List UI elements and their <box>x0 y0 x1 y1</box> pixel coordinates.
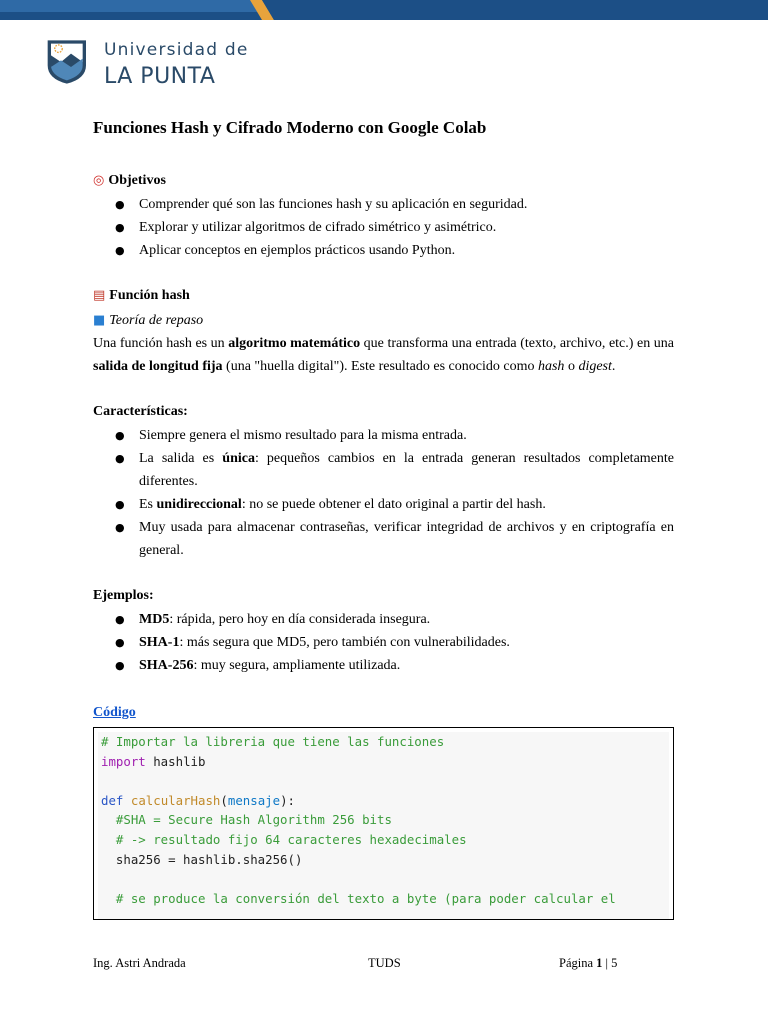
code-block <box>93 727 674 920</box>
code-background <box>98 732 669 919</box>
list-item: ● SHA-256: muy segura, ampliamente utilizada. <box>93 654 674 677</box>
characteristics-heading: Características: <box>93 404 188 419</box>
code-text: sha256 = hashlib.sha256() <box>115 851 303 867</box>
code-text: hashlib <box>145 753 206 769</box>
list-item: ● Es unidireccional: no se puede obtener el dato original a partir del hash. <box>93 493 674 516</box>
list-item: ● MD5: rápida, pero hoy en día considerada insegura. <box>93 608 674 631</box>
code-keyword: import <box>101 753 146 769</box>
list-item: ● Siempre genera el mismo resultado para la misma entrada. <box>93 424 674 447</box>
code-comment: # Importar la libreria que tiene las funciones <box>101 734 445 749</box>
footer-page-number: Página 1 | 5 <box>559 956 618 970</box>
list-item: ● Muy usada para almacenar contraseñas, verificar integridad de archivos y en criptografía en general. <box>93 516 674 562</box>
code-keyword: def <box>101 792 124 808</box>
examples-list <box>93 608 674 677</box>
list-item: ● Explorar y utilizar algoritmos de cifrado simétrico y asimétrico. <box>93 216 674 239</box>
hash-heading: ▤ Función hash <box>93 288 190 303</box>
code-comment: # -> resultado fijo 64 caracteres hexadecimales <box>115 831 467 847</box>
examples-heading: Ejemplos: <box>93 588 154 603</box>
books-icon: ▤ <box>93 288 106 303</box>
theory-subheading: ■ Teoría de repaso <box>93 313 204 328</box>
code-function-name: calcularHash <box>130 792 221 808</box>
header-bar <box>0 0 768 20</box>
code-link[interactable]: Código <box>93 705 136 720</box>
blue-book-icon: ■ <box>93 313 106 328</box>
list-item: ● Comprender qué son las funciones hash y su aplicación en seguridad. <box>93 193 674 216</box>
footer-author: Ing. Astri Andrada <box>93 956 186 970</box>
footer-center: TUDS <box>368 956 401 970</box>
code-content: # Importar la libreria que tiene las funciones import hashlib def calcularHash(mensaje): #SHA = Secure Hash Algorithm 256 bits # -> resultado fijo 64 caracteres hexadecimales sha256 = hashlib.sha256() # se produce la conversión del texto a byte (para poder calcular el <box>101 734 616 906</box>
target-icon: ◎ <box>93 173 105 188</box>
objectives-heading: ◎ Objetivos <box>93 173 166 188</box>
university-logo-icon <box>46 34 96 90</box>
code-parameter: mensaje <box>227 792 281 808</box>
brand-line-2: LA PUNTA <box>104 64 216 89</box>
objectives-list <box>93 193 674 262</box>
code-comment: # se produce la conversión del texto a byte (para poder calcular el <box>115 890 616 906</box>
document-title: Funciones Hash y Cifrado Moderno con Google Colab <box>93 118 487 137</box>
brand-line-1: Universidad de <box>104 40 249 60</box>
characteristics-list <box>93 424 674 562</box>
list-item: ● SHA-1: más segura que MD5, pero también con vulnerabilidades. <box>93 631 674 654</box>
list-item: ● La salida es única: pequeños cambios en la entrada generan resultados completamente diferentes. <box>93 447 674 493</box>
list-item: ● Aplicar conceptos en ejemplos prácticos usando Python. <box>93 239 674 262</box>
code-comment: #SHA = Secure Hash Algorithm 256 bits <box>115 812 392 828</box>
hash-definition: Una función hash es un algoritmo matemático que transforma una entrada (texto, archivo, etc.) en una salida de longitud fija (una "huella digital"). Este resultado es conocido como hash o digest. <box>93 336 674 374</box>
